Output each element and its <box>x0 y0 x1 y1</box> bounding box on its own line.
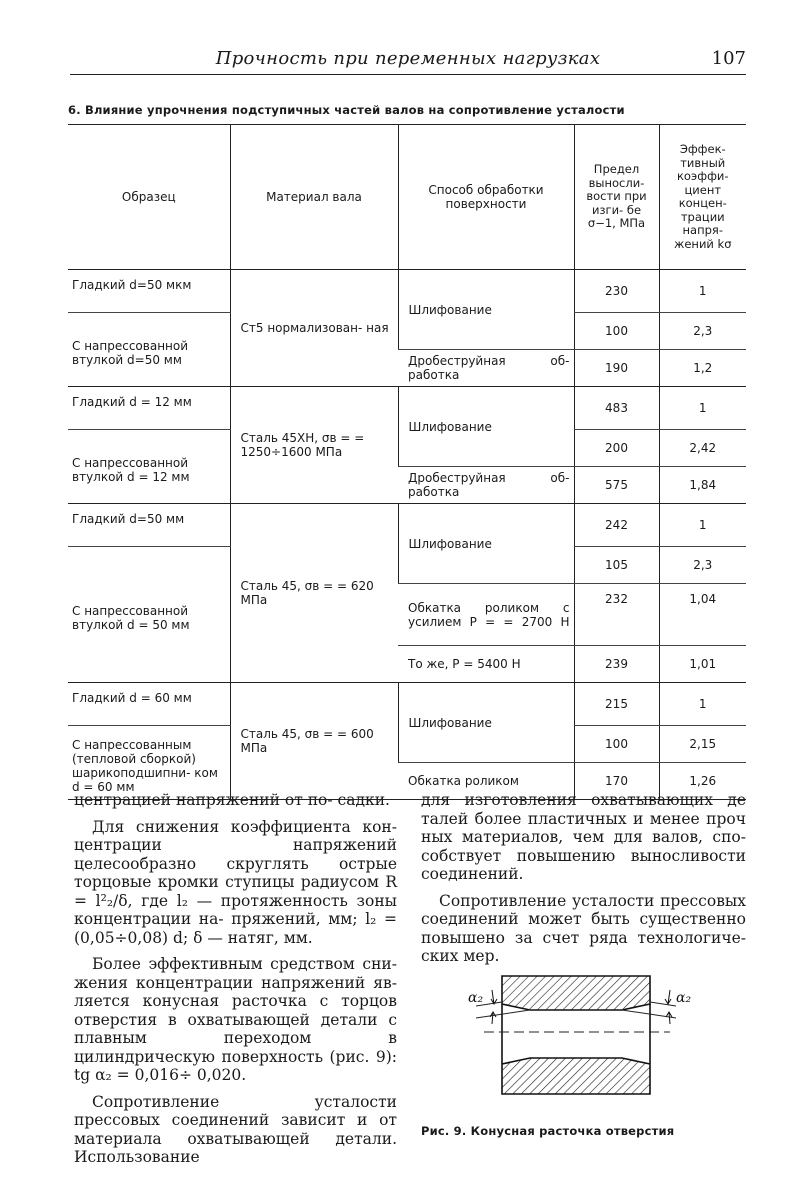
coefficient-cell: 2,42 <box>659 430 746 467</box>
hub-lower-section <box>502 1058 650 1094</box>
fatigue-limit-cell: 242 <box>574 504 659 547</box>
method-cell: Шлифование <box>398 270 574 350</box>
column-header-sample: Образец <box>68 125 230 270</box>
coefficient-cell: 2,3 <box>659 547 746 584</box>
coefficient-cell: 1,04 <box>659 584 746 646</box>
figure-conical-bore <box>462 966 702 1106</box>
table-row <box>68 387 746 430</box>
sample-cell: Гладкий d=50 мм <box>68 504 230 547</box>
fatigue-limit-cell: 230 <box>574 270 659 313</box>
coefficient-cell: 1,84 <box>659 467 746 504</box>
coefficient-cell: 1,26 <box>659 763 746 800</box>
method-cell: Шлифование <box>398 504 574 584</box>
paragraph: Сопротивление усталости прессовых соединений может быть существенно повышено за счет ряда технологиче- ских мер. <box>421 891 746 965</box>
body-column-left <box>74 791 397 1175</box>
conical-bore-drawing <box>462 966 702 1106</box>
material-cell: Ст5 нормализован- ная <box>230 270 398 387</box>
column-header-method: Способ обработки поверхности <box>398 125 574 270</box>
figure-caption: Рис. 9. Конусная расточка отверстия <box>421 1124 675 1138</box>
running-title: Прочность при переменных нагрузках <box>215 48 601 69</box>
material-cell: Сталь 45, σв = = 620 МПа <box>230 504 398 683</box>
table-row <box>68 683 746 726</box>
body-column-right <box>421 791 746 974</box>
fatigue-limit-cell: 232 <box>574 584 659 646</box>
coefficient-cell: 1 <box>659 683 746 726</box>
table-caption: 6. Влияние упрочнения подступичных частей валов на сопротивление усталости <box>68 103 625 117</box>
sample-cell: Гладкий d = 60 мм <box>68 683 230 726</box>
sample-cell: Гладкий d = 12 мм <box>68 387 230 430</box>
fatigue-limit-cell: 100 <box>574 313 659 350</box>
fatigue-limit-cell: 239 <box>574 646 659 683</box>
coefficient-cell: 1 <box>659 504 746 547</box>
data-table <box>68 124 746 800</box>
method-cell: Обкатка роликом <box>398 763 574 800</box>
column-header-fatigue-limit: Предел выносли- вости при изги- бе σ−1, МПа <box>574 125 659 270</box>
hub-upper-section <box>502 976 650 1010</box>
fatigue-limit-cell: 190 <box>574 350 659 387</box>
table-row <box>68 504 746 547</box>
coefficient-cell: 1,01 <box>659 646 746 683</box>
coefficient-cell: 2,3 <box>659 313 746 350</box>
angle-label-right: α₂ <box>676 990 692 1006</box>
coefficient-cell: 1 <box>659 270 746 313</box>
fatigue-limit-cell: 105 <box>574 547 659 584</box>
sample-cell: С напрессованной втулкой d = 12 мм <box>68 430 230 504</box>
paragraph: центрацией напряжений от по- садки. <box>74 791 390 809</box>
fatigue-limit-cell: 215 <box>574 683 659 726</box>
fatigue-limit-cell: 200 <box>574 430 659 467</box>
method-cell: Шлифование <box>398 387 574 467</box>
sample-cell: С напрессованной втулкой d = 50 мм <box>68 547 230 683</box>
fatigue-limit-cell: 483 <box>574 387 659 430</box>
coefficient-cell: 2,15 <box>659 726 746 763</box>
sample-cell: Гладкий d=50 мкм <box>68 270 230 313</box>
fatigue-limit-cell: 100 <box>574 726 659 763</box>
page-number: 107 <box>711 48 746 69</box>
paragraph: Более эффективным средством сни- жения концентрации напряжений яв- ляется конусная расточка с торцов отверстия в охватывающей детали с плавным переходом в цилиндрическую поверхность (рис. 9): tg α₂ = 0,016÷ 0,020. <box>74 955 397 1084</box>
coefficient-cell: 1 <box>659 387 746 430</box>
method-cell: Шлифование <box>398 683 574 763</box>
table-row <box>68 270 746 313</box>
coefficient-cell: 1,2 <box>659 350 746 387</box>
method-cell: Дробеструйная об- работка <box>398 350 574 387</box>
material-cell: Сталь 45ХН, σв = = 1250÷1600 МПа <box>230 387 398 504</box>
table-header-row <box>68 125 746 270</box>
fatigue-limit-cell: 575 <box>574 467 659 504</box>
paragraph: Сопротивление усталости прессовых соединений зависит и от материала охватывающей детали. Использование <box>74 1092 397 1166</box>
paragraph: Для снижения коэффициента кон- центрации напряжений целесообразно скруглять острые торцовые кромки ступицы радиусом R = l²₂/δ, где l₂ — протяженность зоны концентрации на- пряжений, мм; l₂ = (0,05÷0,08) d; δ — натяг, мм. <box>74 817 397 947</box>
running-head <box>70 44 746 75</box>
angle-label-left: α₂ <box>468 990 484 1006</box>
sample-cell: С напрессованным (тепловой сборкой) шарикоподшипни- ком d = 60 мм <box>68 726 230 800</box>
sample-cell: С напрессованной втулкой d=50 мм <box>68 313 230 387</box>
fatigue-limit-cell: 170 <box>574 763 659 800</box>
method-cell: То же, P = 5400 Н <box>398 646 574 683</box>
method-cell: Обкатка роликом с усилием P = = 2700 Н <box>398 584 574 646</box>
column-header-concentration-coefficient: Эффек- тивный коэффи- циент концен- трации напря- жений kσ <box>659 125 746 270</box>
paragraph: для изготовления охватывающих де талей более пластичных и менее проч ных материалов, чем для валов, спо- собствует повышению выносливости соединений. <box>421 791 746 883</box>
method-cell: Дробеструйная об- работка <box>398 467 574 504</box>
material-cell: Сталь 45, σв = = 600 МПа <box>230 683 398 800</box>
column-header-material: Материал вала <box>230 125 398 270</box>
